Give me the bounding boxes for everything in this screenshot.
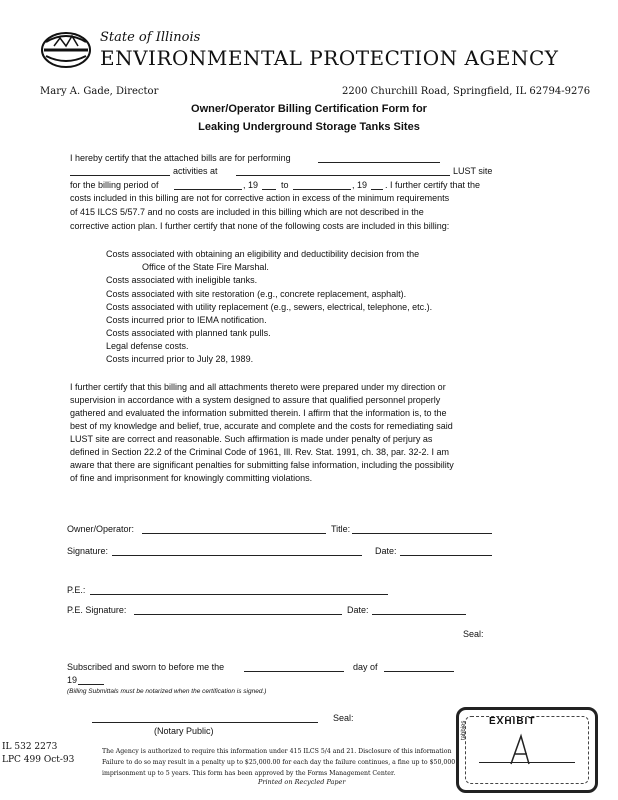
date-label: Date: — [375, 546, 397, 556]
cost-item: Costs associated with planned tank pulls. — [106, 328, 271, 338]
certify-line-4: costs included in this billing are not for corrective action in excess of the minimum requirements — [70, 193, 450, 203]
form-title-line-2: Leaking Underground Storage Tanks Sites — [198, 121, 420, 133]
pe-label: P.E.: — [67, 585, 86, 595]
state-name: State of Illinois — [100, 30, 201, 45]
stamp-brand: tabbies — [461, 720, 467, 740]
affirmation-line: supervision in accordance with a system designed to assure that qualified personnel properly — [70, 395, 441, 405]
cost-item: Costs incurred prior to July 28, 1989. — [106, 354, 254, 364]
affirmation-line: I further certify that this billing and all attachments thereto were prepared under my direction or — [70, 382, 446, 392]
period-start-field[interactable] — [174, 189, 242, 190]
owner-operator-field[interactable] — [142, 533, 326, 534]
cost-item: Costs associated with site restoration (e.g., concrete replacement, asphalt). — [106, 289, 407, 299]
title-label: Title: — [331, 524, 351, 534]
activities-field[interactable] — [70, 175, 170, 176]
pe-signature-label: P.E. Signature: — [67, 605, 127, 615]
subscribed-year-field[interactable] — [78, 684, 104, 685]
subscribed-label: Subscribed and sworn to before me the — [67, 662, 225, 672]
certify-line-1: I hereby certify that the attached bills are for performing — [70, 153, 291, 163]
subscribed-month-field[interactable] — [384, 671, 454, 672]
certify-year-2: , 19 — [352, 180, 368, 190]
agency-name: ENVIRONMENTAL PROTECTION AGENCY — [100, 46, 559, 70]
certify-further: . I further certify that the — [385, 180, 481, 190]
exhibit-stamp — [456, 707, 598, 793]
pe-date-field[interactable] — [372, 614, 466, 615]
recycled-paper-note: Printed on Recycled Paper — [258, 778, 346, 786]
affirmation-line: aware that there are significant penalties for submitting false information, including the possibility — [70, 460, 454, 470]
period-start-year-field[interactable] — [262, 189, 276, 190]
cost-item: Costs incurred prior to IEMA notification. — [106, 315, 267, 325]
exhibit-line — [479, 762, 575, 763]
form-code-1: IL 532 2273 — [2, 742, 58, 752]
certify-activities-at: activities at — [173, 166, 218, 176]
pe-date-label: Date: — [347, 605, 369, 615]
footer-text-2: Failure to do so may result in a penalty up to $25,000.00 for each day the failure continues, a fine up to $50,000 — [102, 759, 456, 766]
exhibit-mark-icon — [503, 730, 539, 770]
date-field[interactable] — [400, 555, 492, 556]
footer-text-3: imprisonment up to 5 years. This form has been approved by the Forms Management Center. — [102, 770, 396, 777]
form-code-2: LPC 499 Oct-93 — [2, 755, 75, 765]
pe-field[interactable] — [90, 594, 388, 595]
certify-year-1: , 19 — [243, 180, 259, 190]
certify-billing-period: for the billing period of — [70, 180, 159, 190]
certify-lust-site: LUST site — [453, 166, 493, 176]
signature-label: Signature: — [67, 546, 109, 556]
cost-item: Costs associated with ineligible tanks. — [106, 275, 258, 285]
owner-operator-label: Owner/Operator: — [67, 524, 135, 534]
activity-type-field[interactable] — [318, 162, 440, 163]
certify-line-6: corrective action plan. I further certify that none of the following costs are included in this billing: — [70, 221, 450, 231]
pe-seal-label: Seal: — [463, 629, 484, 639]
title-field[interactable] — [352, 533, 492, 534]
illinois-epa-logo — [40, 28, 92, 68]
signature-field[interactable] — [112, 555, 362, 556]
period-end-field[interactable] — [293, 189, 351, 190]
subscribed-day-field[interactable] — [244, 671, 344, 672]
affirmation-line: defined in Section 22.2 of the Criminal Code of 1961, Ill. Rev. Stat. 1991, ch. 38, par. 32-2. I am — [70, 447, 450, 457]
cost-item: Costs associated with utility replacement (e.g., sewers, electrical, telephone, etc.). — [106, 302, 433, 312]
director-name: Mary A. Gade, Director — [40, 86, 159, 97]
exhibit-label: EXHIBIT — [489, 716, 536, 727]
affirmation-line: of fine and imprisonment for knowingly committing violations. — [70, 473, 313, 483]
day-of-label: day of — [353, 662, 378, 672]
affirmation-line: gathered and evaluated the information submitted therein. I affirm that the information is, to the — [70, 408, 447, 418]
notary-public-label: (Notary Public) — [154, 726, 214, 736]
certify-to: to — [281, 180, 289, 190]
period-end-year-field[interactable] — [371, 189, 383, 190]
affirmation-line: LUST site are correct and reasonable. Such affirmation is made under penalty of perjury as — [70, 434, 433, 444]
lust-site-field[interactable] — [236, 175, 450, 176]
notary-seal-label: Seal: — [333, 713, 354, 723]
pe-signature-field[interactable] — [134, 614, 342, 615]
cost-item: Office of the State Fire Marshal. — [142, 262, 269, 272]
footer-text-1: The Agency is authorized to require this information under 415 ILCS 5/4 and 21. Disclosure of this information — [102, 748, 452, 755]
year-label: 19 — [67, 675, 78, 685]
notarize-note: (Billing Submittals must be notarized when the certification is signed.) — [67, 688, 267, 695]
cost-item: Legal defense costs. — [106, 341, 189, 351]
certify-line-5: of 415 ILCS 5/57.7 and no costs are included in this billing which are not described in the — [70, 207, 424, 217]
notary-signature-field[interactable] — [92, 722, 318, 723]
form-title-line-1: Owner/Operator Billing Certification Form for — [191, 103, 427, 115]
cost-item: Costs associated with obtaining an eligibility and deductibility decision from the — [106, 249, 420, 259]
affirmation-line: best of my knowledge and belief, true, accurate and complete and the costs for remediating said — [70, 421, 453, 431]
agency-address: 2200 Churchill Road, Springfield, IL 62794-9276 — [342, 86, 591, 97]
